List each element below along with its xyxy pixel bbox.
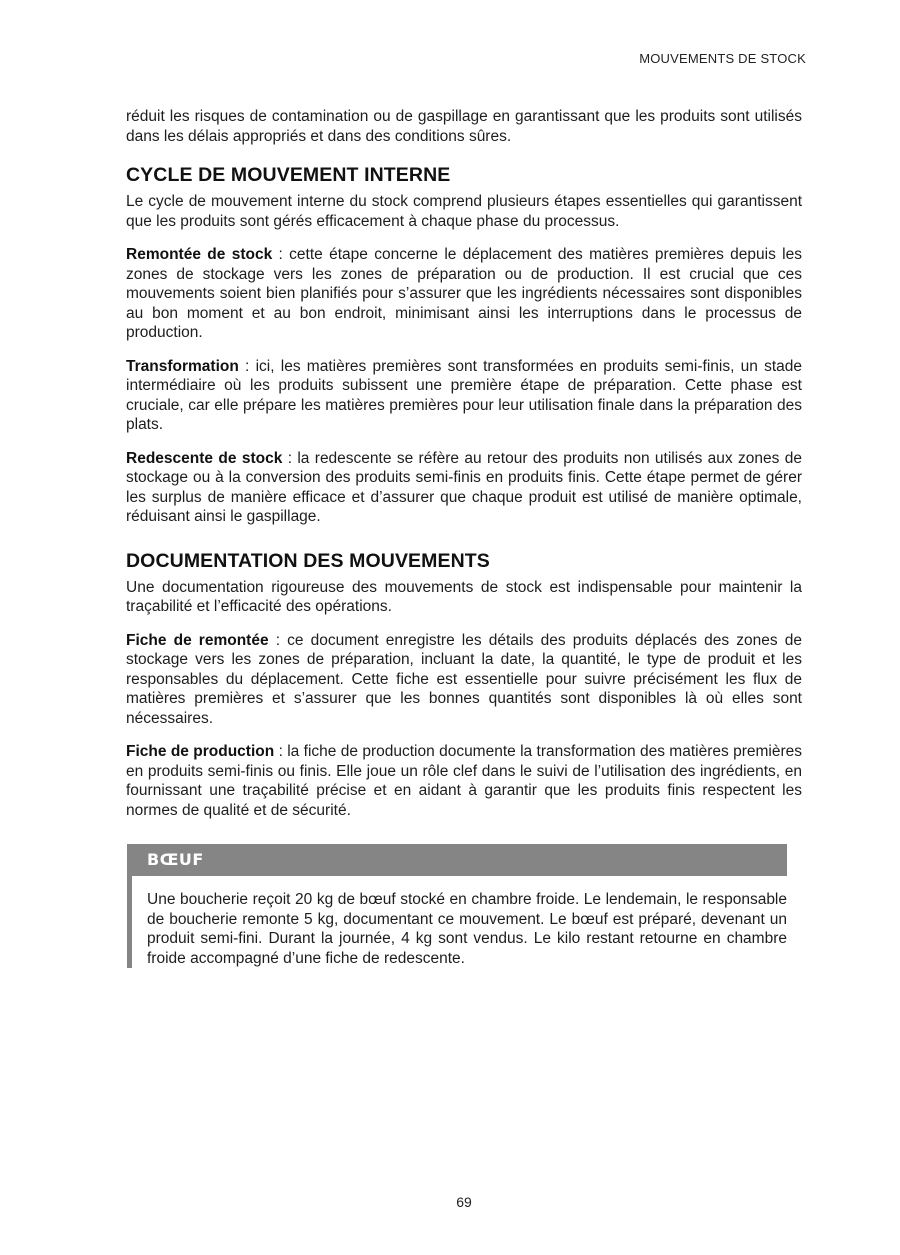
definition-text: : ce document enregistre les détails des produits déplacés des zones de stockage vers les zones de préparation, incluant la date, la quantité, le type de produit et les responsables du déplacement. Cette fiche est essentielle pour suivre précisément les flux de matières premières et s’assurer que les bonnes quantités sont disponibles là où elles sont nécessaires. — [126, 631, 802, 727]
section-heading-cycle: CYCLE DE MOUVEMENT INTERNE — [126, 164, 451, 186]
definition-text: : la redescente se réfère au retour des produits non utilisés aux zones de stockage ou à la conversion des produits semi-finis en produits finis. Cette étape permet de gérer les surplus de manière efficace et d’assurer que chaque produit est utilisé de manière optimale, réduisant ainsi le gaspillage. — [126, 449, 802, 525]
definition-paragraph — [126, 742, 802, 820]
definition-paragraph — [126, 631, 802, 729]
section-heading-documentation: DOCUMENTATION DES MOUVEMENTS — [126, 549, 490, 572]
definition-term: Remontée de stock — [126, 246, 273, 263]
example-box-title: BŒUF — [127, 844, 787, 876]
definition-paragraph — [126, 357, 802, 435]
section-intro-documentation: Une documentation rigoureuse des mouvements de stock est indispensable pour maintenir la traçabilité et l’efficacité des opérations. — [126, 578, 802, 615]
definition-paragraph — [126, 245, 802, 343]
example-box — [127, 844, 787, 968]
definition-text: : la fiche de production documente la transformation des matières premières en produits semi-finis ou finis. Elle joue un rôle clef dans le suivi de l’utilisation des ingrédients, en fournissant une traçabilité précise et en aidant à garantir que les produits finis respectent les normes de qualité et de sécurité. — [126, 743, 802, 819]
page-body — [126, 107, 802, 968]
definition-text: : cette étape concerne le déplacement des matières premières depuis les zones de stockage vers les zones de préparation ou de production. Il est crucial que ces mouvements soient bien planifiés pour s’assurer que les ingrédients nécessaires sont disponibles au bon moment et au bon endroit, minimisant ainsi les interruptions dans le processus de production. — [126, 246, 802, 341]
running-head: MOUVEMENTS DE STOCK — [639, 51, 806, 66]
definition-term: Redescente de stock — [126, 449, 283, 467]
definition-term: Transformation — [126, 357, 239, 375]
definition-text: : ici, les matières premières sont transformées en produits semi-finis, un stade intermédiaire où les produits subissent une première étape de préparation. Cette phase est cruciale, car elle prépare les matières premières pour leur utilisation finale dans la préparation des plats. — [126, 357, 802, 433]
definition-term: Fiche de production — [126, 743, 275, 760]
definition-paragraph — [126, 449, 802, 527]
section-intro-cycle: Le cycle de mouvement interne du stock comprend plusieurs étapes essentielles qui garantissent que les produits sont gérés efficacement à chaque phase du processus. — [126, 193, 802, 230]
example-box-body — [127, 876, 787, 968]
definition-term: Fiche de remontée — [126, 631, 269, 649]
page-number: 69 — [456, 1194, 472, 1210]
example-box-text: Une boucherie reçoit 20 kg de bœuf stocké en chambre froide. Le lendemain, le responsable de boucherie remonte 5 kg, documentant ce mouvement. Le bœuf est préparé, devenant un produit semi-fini. Durant la journée, 4 kg sont vendus. Le kilo restant retourne en chambre froide accompagné d’une fiche de redescente. — [147, 891, 787, 967]
intro-paragraph: réduit les risques de contamination ou de gaspillage en garantissant que les produits sont utilisés dans les délais appropriés et dans des conditions sûres. — [126, 108, 802, 145]
